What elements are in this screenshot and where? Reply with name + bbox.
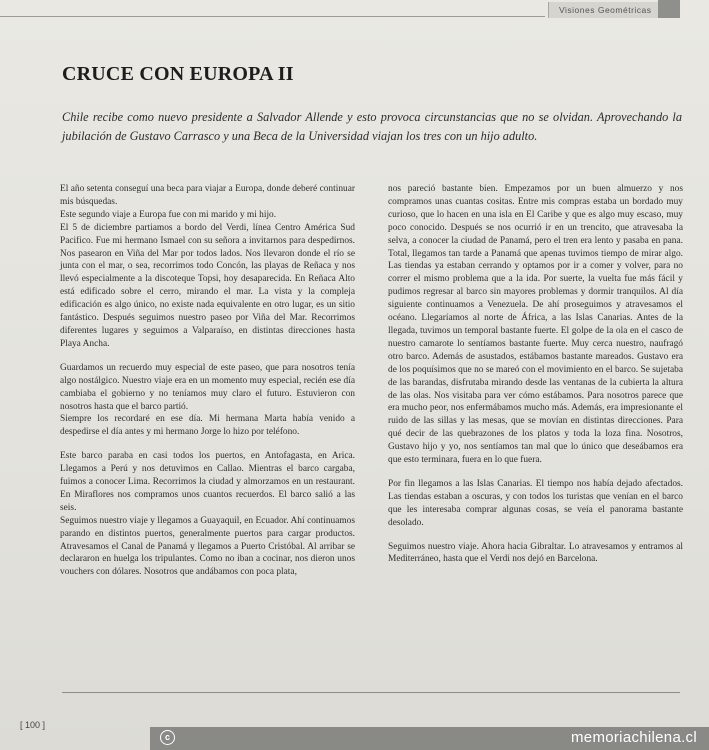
header-marker bbox=[658, 0, 680, 18]
copyright-icon: c bbox=[160, 730, 175, 745]
footer-rule bbox=[62, 692, 680, 693]
header-rule bbox=[0, 16, 545, 17]
paragraph: El año setenta conseguí una beca para viajar a Europa, donde deberé continuar mis búsquedas. bbox=[60, 184, 355, 207]
chapter-intro: Chile recibe como nuevo presidente a Salvador Allende y esto provoca circunstancias que no se olvidan. Aprovechando la jubilación de Gustavo Carrasco y una Beca de la Universidad viajan los tres con un hijo adulto. bbox=[62, 110, 682, 143]
paragraph: Guardamos un recuerdo muy especial de este paseo, que para nosotros tenía algo nostálgico. Nuestro viaje era en un momento muy especial, recién ese día cambiaba el gobierno y no teníamos muy claro el futuro. Estuvieron con nosotros hasta que el barco partió. bbox=[60, 362, 355, 412]
watermark-site: memoriachilena.cl bbox=[571, 729, 697, 746]
page-number: [ 100 ] bbox=[20, 720, 46, 730]
paragraph: nos pareció bastante bien. Empezamos por un buen almuerzo y nos compramos unas cuantas cositas. Entre mis compras estaba un bordado muy curioso, que lo hacen en una isla en El Caribe y que es algo muy escaso, muy poco conocido. Después se nos ocurrió ir en un trencito, que atravesaba la selva, a conocer la ciudad de Panamá, pero el tren era lento y pasaba en pana. Total, llegamos tan tarde a Panamá que apenas tuvimos tiempo de mirar algo. Las tiendas ya estaban cerrando y optamos por ir a comer y volver, para no correr el mismo problema que a la ida. Por suerte, la vuelta fue más fácil y pudimos regresar al barco sin mayores problemas y dormir tranquilos. Al día siguiente continuamos a Venezuela. De ahí proseguimos y atravesamos el océano. Llegaríamos al norte de África, a las Islas Canarias. Antes de la llegada, tuvimos un temporal bastante fuerte. El golpe de la ola en el casco de nuestro camarote lo sentíamos bastante fuerte. Muy cerca nuestro, naufragó otro barco. Además de asustados, estábamos bastante mareados. Gustavo era de los poquísimos que no se mareó con el movimiento en el barco. Se sujetaba de las barandas, disfrutaba mirando desde las ventanas de la cubierta la altura de las olas. Nos visitaba para ver cómo estábamos. Para nosotros parece que era mucho peor, nos enfermábamos mucho más. Además, era impresionante el ruido de las sillas y las mesas, que se movían en distintas direcciones. Para qué decir de las quebrazones de los platos y toda la loza fina. Nosotros, Gustavo hijo y yo, nos sentíamos tan mal que lo único que deseábamos era que esto terminara, fuera en lo que fuera. bbox=[388, 184, 683, 466]
paragraph: Por fin llegamos a las Islas Canarias. El tiempo nos había dejado afectados. Las tiendas estaban a oscuras, y con todos los turistas que venían en el barco que les interesaba comprar algunas cosas, se veía el panorama bastante desolado. bbox=[388, 478, 683, 528]
paragraph: Siempre los recordaré en ese día. Mi hermana Marta había venido a despedirse el día antes y mi hermano Jorge lo hizo por teléfono. bbox=[60, 414, 355, 438]
paragraph: El 5 de diciembre partiamos a bordo del Verdi, línea Centro América Sud Pacifico. Fue mi hermano Ismael con su señora a invitarnos para despedirnos. Nos pasearon en Viña del Mar por todos lados. Nos llevaron donde el río se junta con el mar, o sea, recorrimos todo Concón, las playas de Reñaca y nos llevó especialmente a la discoteque Topsi, hoy desaparecida. En Reñaca Alto está edificado sobre el cerro, mirando el mar. La vista y la compleja edificación es algo único, no existe nada equivalente en otro lugar, es un sitio fantástico. Después seguimos nuestro paseo por Viña del Mar. Recorrimos diferentes lugares y seguimos a Valparaíso, en distintas direcciones hasta Playa Ancha. bbox=[60, 222, 355, 349]
left-text-column bbox=[60, 183, 355, 579]
paragraph: Seguimos nuestro viaje. Ahora hacia Gibraltar. Lo atravesamos y entramos al Mediterráneo, hasta que el Verdi nos dejó en Barcelona. bbox=[388, 541, 683, 565]
chapter-title: CRUCE CON EUROPA II bbox=[62, 63, 294, 85]
section-label: Visiones Geométricas bbox=[548, 2, 658, 18]
paragraph: Seguimos nuestro viaje y llegamos a Guayaquil, en Ecuador. Ahí continuamos parando en distintos puertos, generalmente puertos para cargar productos. Atravesamos el Canal de Panamá y llegamos a Puerto Cristóbal. Al arribar se declararon en huelga los tripulantes. Como no iban a cocinar, nos dieron unos vouchers con dólares. Nosotros que andábamos con poca plata, bbox=[60, 515, 355, 578]
paragraph: Este segundo viaje a Europa fue con mi marido y mi hijo. bbox=[60, 209, 277, 220]
watermark-bar bbox=[150, 727, 709, 750]
right-text-column bbox=[388, 183, 683, 566]
paragraph: Este barco paraba en casi todos los puertos, en Antofagasta, en Arica. Llegamos a Perú y nos detuvimos en Callao. Mientras el barco cargaba, fuimos a conocer Lima. Recorrimos la ciudad y almorzamos en un restaurant. En Miraflores nos compramos unos cuantos recuerdos. El barco salió a las seis. bbox=[60, 451, 355, 513]
